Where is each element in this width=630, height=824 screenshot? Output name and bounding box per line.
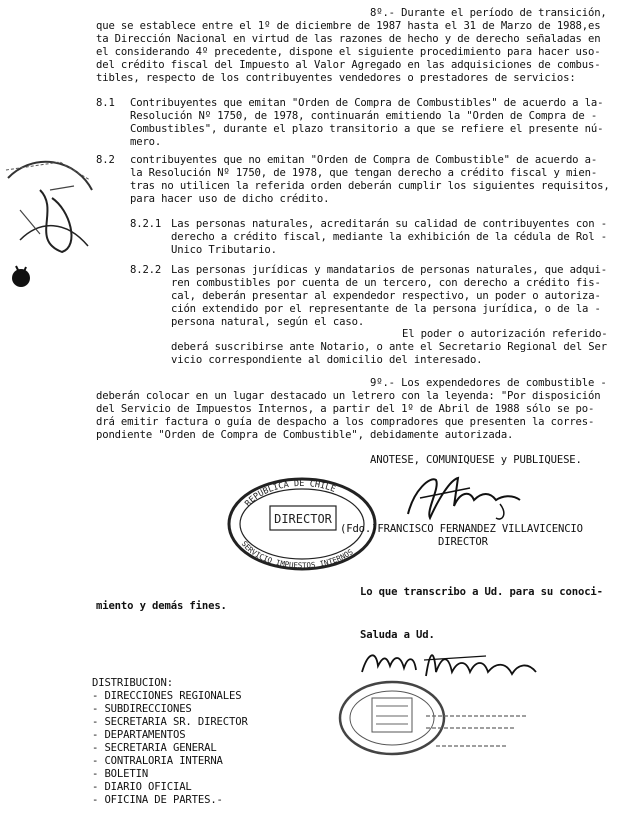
item-8-1-line-4: mero. [130,136,162,148]
distribution-item: - SECRETARIA SR. DIRECTOR [92,716,248,728]
item-8-2-2-line-3: cal, deberán presentar al expendedor respectivo, un poder o autoriza- [171,290,601,302]
article9-line-3: del Servicio de Impuestos Internos, a partir del 1º de Abril de 1988 sólo se po- [96,403,595,415]
item-8-2-number: 8.2 [96,154,115,166]
item-8-2-1-number: 8.2.1 [130,218,162,230]
item-8-2-2-line-5: persona natural, según el caso. [171,316,365,328]
margin-seal-fragment [0,150,100,260]
item-8-2-1-line-1: Las personas naturales, acreditarán su calidad de contribuyentes con - [171,218,607,230]
article8-line-5: del crédito fiscal del Impuesto al Valor Agregado en las adquisiciones de combus- [96,59,601,71]
item-8-2-2-line-4: ción extendido por el representante de la persona jurídica, o de la - [171,303,601,315]
distribution-item: - CONTRALORIA INTERNA [92,755,223,767]
director-signature [400,470,530,526]
item-8-2-line-3: tras no utilicen la referida orden deberán cumplir los siguientes requisitos, [130,180,610,192]
item-8-1-line-2: Resolución Nº 1750, de 1978, continuarán emitiendo la "Orden de Compra de - [130,110,598,122]
margin-ink-blot [6,262,36,292]
item-8-2-1-line-3: Unico Tributario. [171,244,277,256]
signer-title: DIRECTOR [438,536,488,548]
transcribe-line-2: miento y demás fines. [96,600,227,612]
article9-line-2: deberán colocar en un lugar destacado un letrero con la leyenda: "Por disposición [96,390,601,402]
greeting: Saluda a Ud. [360,629,435,641]
second-seal [336,676,536,766]
seal-ring-top: REPUBLICA DE CHILE [243,478,337,509]
item-8-2-2-continuation-2: deberá suscribirse ante Notario, o ante el Secretario Regional del Ser [171,341,607,353]
transcribe-line-1: Lo que transcribo a Ud. para su conoci- [360,586,603,598]
item-8-2-line-2: la Resolución Nº 1750, de 1978, que tengan derecho a crédito fiscal y mien- [130,167,598,179]
distribution-item: - SUBDIRECCIONES [92,703,192,715]
item-8-1-line-3: Combustibles", durante el plazo transitorio a que se refiere el presente nú- [130,123,604,135]
distribution-item: - SECRETARIA GENERAL [92,742,217,754]
article8-line-2: que se establece entre el 1º de diciembre de 1987 hasta el 31 de Marzo de 1988,es [96,20,601,32]
seal-center-text: DIRECTOR [274,512,332,526]
distribution-item: - BOLETIN [92,768,149,780]
item-8-1-line-1: Contribuyentes que emitan "Orden de Compra de Combustibles" de acuerdo a la- [130,97,604,109]
item-8-2-1-line-2: derecho a crédito fiscal, mediante la exhibición de la cédula de Rol - [171,231,607,243]
item-8-2-line-1: contribuyentes que no emitan "Orden de Compra de Combustible" de acuerdo a- [130,154,598,166]
seal-ring-bottom: SERVICIO IMPUESTOS INTERNOS [239,539,355,571]
item-8-2-line-4: para hacer uso de dicho crédito. [130,193,330,205]
article9-line-1: 9º.- Los expendedores de combustible - [370,377,607,389]
article9-line-5: pondiente "Orden de Compra de Combustible", debidamente autorizada. [96,429,514,441]
item-8-2-2-line-1: Las personas jurídicas y mandatarios de personas naturales, que adqui- [171,264,607,276]
closing-formula: ANOTESE, COMUNIQUESE y PUBLIQUESE. [370,454,582,466]
item-8-2-2-number: 8.2.2 [130,264,162,276]
article8-line-4: el considerando 4º precedente, dispone el siguiente procedimiento para hacer uso- [96,46,601,58]
article9-line-4: drá emitir factura o guía de despacho a los compradores que presenten la corres- [96,416,595,428]
article8-line-3: ta Dirección Nacional en virtud de las razones de hecho y de derecho señaladas en [96,33,601,45]
item-8-2-2-continuation-3: vicio correspondiente al domicilio del interesado. [171,354,483,366]
item-8-1-number: 8.1 [96,97,115,109]
signer-name: (Fdo.)FRANCISCO FERNANDEZ VILLAVICENCIO [340,523,583,535]
distribution-item: - DIARIO OFICIAL [92,781,192,793]
item-8-2-2-continuation-1: El poder o autorización referido- [402,328,608,340]
distribution-item: - DIRECCIONES REGIONALES [92,690,242,702]
distribution-item: - OFICINA DE PARTES.- [92,794,223,806]
article8-line-1: 8º.- Durante el período de transición, [370,7,607,19]
article8-line-6: tibles, respecto de los contribuyentes vendedores o prestadores de servicios: [96,72,576,84]
distribution-item: - DEPARTAMENTOS [92,729,186,741]
item-8-2-2-line-2: ren combustibles por cuenta de un tercero, con derecho a crédito fis- [171,277,601,289]
distribution-title: DISTRIBUCION: [92,677,173,689]
